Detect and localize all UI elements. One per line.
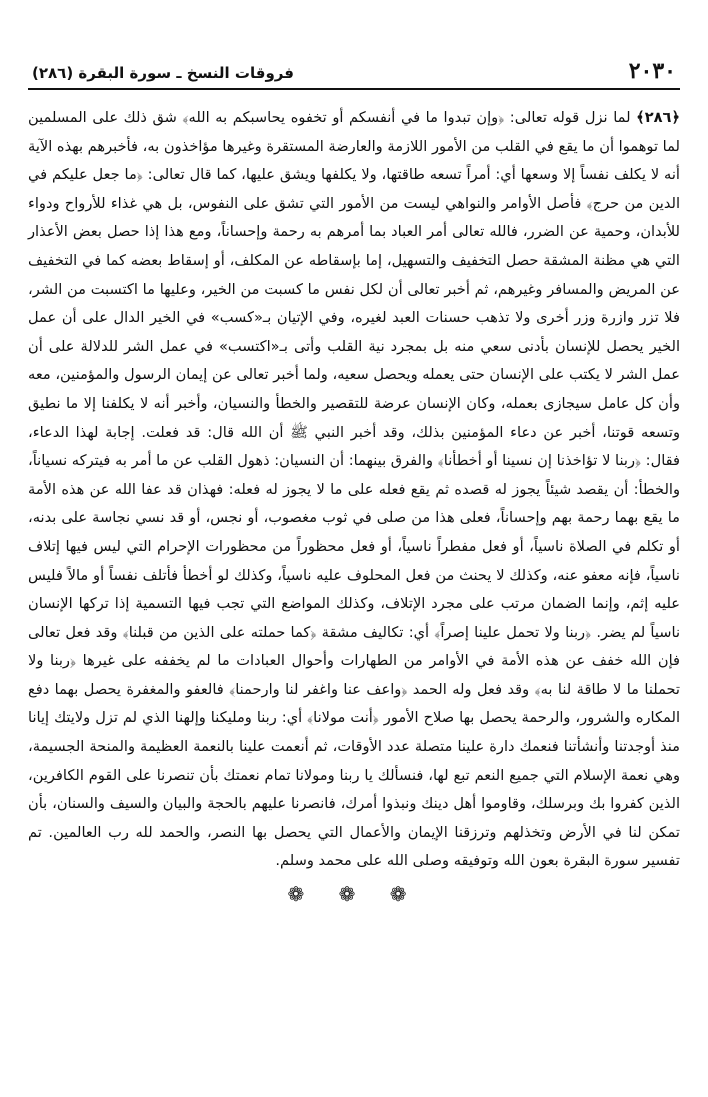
tafsir-text: لما نزل قوله تعالى: ﴿وإن تبدوا ما في أنفسكم أو تخفوه يحاسبكم به الله﴾ شق ذلك على المسلمين لما توهموا أن ما يقع في القلب من الأمور اللازمة والعارضة المستقرة وغيرها مؤاخذون به، فأخبرهم بهذه الآية أنه لا يكلف نفساً إلا وسعها أي: أمراً تسعه طاقتها، ولا يكلفها ويشق عليها، كما قال تعالى: ﴿ما جعل عليكم في الدين من حرج﴾ فأصل الأوامر والنواهي ليست من الأمور التي تشق على النفوس، بل هي غذاء للأرواح ودواء للأبدان، وحمية عن الضرر، فالله تعالى أمر العباد بما أمرهم به رحمة وإحساناً، ومع هذا إذا حصل بعض الأعذار التي هي مظنة المشقة حصل التخفيف والتسهيل، إما بإسقاطه عن المكلف، أو إسقاط بعضه كما في التخفيف عن المريض والمسافر وغيرهم، ثم أخبر تعالى أن لكل نفس ما كسبت من الخير، وعليها ما اكتسبت من الشر، فلا تزر وازرة وزر أخرى ولا تذهب حسنات العبد لغيره، وفي الإتيان بـ«كسب» في الخير الدال على أن عمل الخير يحصل للإنسان بأدنى سعي منه بل بمجرد نية القلب وأتى بـ«اكتسب» في عمل الشر للدلالة على أن عمل الشر لا يكتب على الإنسان حتى يعمله ويحصل سعيه، ولما أخبر تعالى عن إيمان الرسول والمؤمنين، معه وأن كل عامل سيجازى بعمله، وكان الإنسان عرضة للتقصير والخطأ والنسيان، وأخبر أنه لا يكلفنا إلا ما نطيق وتسعه قوتنا، أخبر عن دعاء المؤمنين بذلك، وقد أخبر النبي ﷺ أن الله قال: قد فعلت. إجابة لهذا الدعاء، فقال: ﴿ربنا لا تؤاخذنا إن نسينا أو أخطأنا﴾ والفرق بينهما: أن النسيان: ذهول القلب عن ما أمر به فيتركه نسياناً، والخطأ: أن يقصد شيئاً يجوز له قصده ثم يقع فعله على ما لا يجوز له فعله: فهذان قد عفا الله عن هذه الأمة ما يقع بهما رحمة بهم وإحساناً، فعلى هذا من صلى في ثوب مغصوب، أو نجس، أو قد نسي نجاسة على بدنه، أو تكلم في الصلاة ناسياً، أو فعل مفطراً ناسياً، أو فعل محظوراً من محظورات الإحرام التي ليس فيها إتلاف ناسياً، فإنه معفو عنه، وكذلك لا يحنث من فعل المحلوف عليه ناسياً، وكذلك لو أخطأ فأتلف نفساً أو مالاً فليس عليه إثم، وإنما الضمان مرتب على مجرد الإتلاف، وكذلك المواضع التي تجب فيها التسمية إذا تركها الإنسان ناسياً لم يضر. ﴿ربنا ولا تحمل علينا إصراً﴾ أي: تكاليف مشقة ﴿كما حملته على الذين من قبلنا﴾ وقد فعل تعالى فإن الله خفف عن هذه الأمة في الأوامر من الطهارات وأحوال العبادات ما لم يخففه على غيرها ﴿ربنا ولا تحملنا ما لا طاقة لنا به﴾ وقد فعل وله الحمد ﴿واعف عنا واغفر لنا وارحمنا﴾ فالعفو والمغفرة يحصل بهما دفع المكاره والشرور، والرحمة يحصل بها صلاح الأمور ﴿أنت مولانا﴾ أي: ربنا ومليكنا وإلهنا الذي لم تزل ولايتك إيانا منذ أوجدتنا وأنشأتنا فنعمك دارة علينا متصلة عدد الأوقات، ثم أنعمت علينا بالنعمة العظيمة والمنحة الجسيمة، وهي نعمة الإسلام التي جميع النعم تبع لها، فنسألك يا ربنا ومولانا تمام نعمتك بأن تنصرنا على القوم الكافرين، الذين كفروا بك وبرسلك، وقاوموا أهل دينك ونبذوا أمرك، فانصرنا عليهم بالحجة والبيان والسيف والسنان، بأن تمكن لنا في الأرض وتخذلهم وترزقنا الإيمان والأعمال التي يحصل بها النصر، والحمد لله رب العالمين. تم تفسير سورة البقرة بعون الله وتوفيقه وصلى الله على محمد وسلم. [28,109,680,870]
verse-number: ﴿٢٨٦﴾ [636,109,681,126]
page [28,58,680,906]
flower-ornament-icon: ❁ [389,882,421,907]
flower-ornament-icon: ❁ [287,882,319,907]
flower-ornament-icon: ❁ [338,882,370,907]
tafsir-paragraph [28,104,680,876]
running-head [28,58,680,90]
page-number: ٢٠٣٠ [628,58,676,84]
running-title: فروقات النسخ ـ سورة البقرة (٢٨٦) [32,64,294,82]
closing-ornaments [28,882,680,906]
